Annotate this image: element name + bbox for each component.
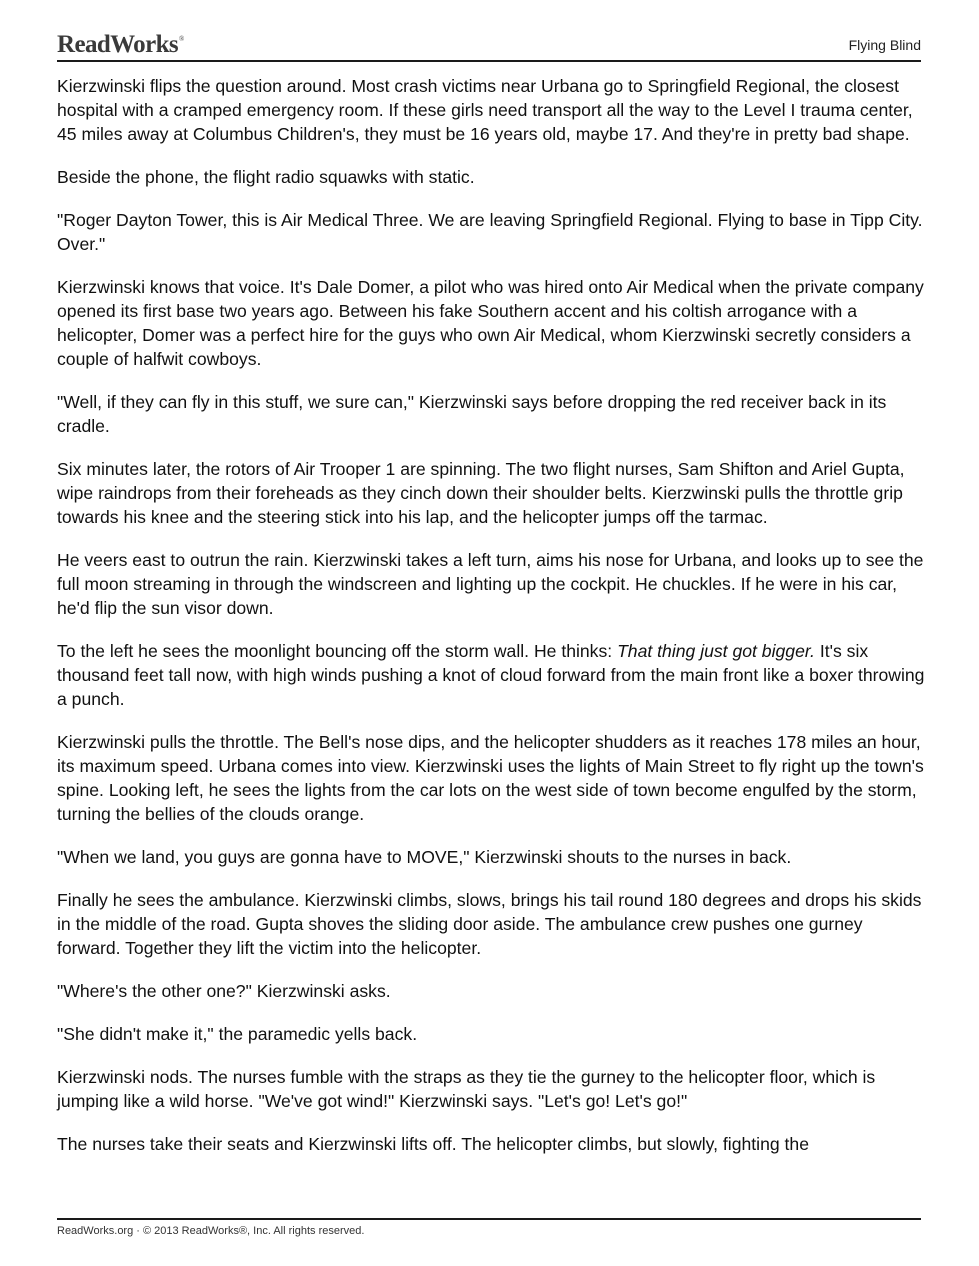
paragraph: Kierzwinski pulls the throttle. The Bell's nose dips, and the helicopter shudders as it reaches 178 miles an hour, its maximum speed. Urbana comes into view. Kierzwinski uses the lights of Main Street to fly right up the town's spine. Looking left, he sees the lights from the car lots on the west side of town become engulfed by the storm, turning the bellies of the clouds orange.	[57, 732, 924, 824]
paragraph	[57, 639, 925, 711]
story-body	[57, 74, 925, 1175]
paragraph: Kierzwinski nods. The nurses fumble with the straps as they tie the gurney to the helicopter floor, which is jumping like a wild horse. "We've got wind!" Kierzwinski says. "Let's go! Let's go!"	[57, 1067, 876, 1111]
document-title: Flying Blind	[848, 37, 921, 53]
paragraph: He veers east to outrun the rain. Kierzwinski takes a left turn, aims his nose for Urbana, and looks up to see the full moon streaming in through the windscreen and lighting up the cockpit. He chuckles. If he were in his car, he'd flip the sun visor down.	[57, 550, 924, 618]
paragraph: Finally he sees the ambulance. Kierzwinski climbs, slows, brings his tail round 180 degrees and drops his skids in the middle of the road. Gupta shoves the sliding door aside. The ambulance crew pushes one gurney forward. Together they lift the victim into the helicopter.	[57, 890, 922, 958]
registered-mark: ®	[179, 35, 184, 43]
paragraph-text: It's six thousand feet tall now, with high winds pushing a knot of cloud forward from the main front like a boxer throwing a punch.	[57, 641, 925, 709]
copyright-footer: ReadWorks.org · © 2013 ReadWorks®, Inc. All rights reserved.	[57, 1225, 365, 1237]
paragraph: Kierzwinski flips the question around. Most crash victims near Urbana go to Springfield Regional, the closest hospital with a cramped emergency room. If these girls need transport all the way to the Level I trauma center, 45 miles away at Columbus Children's, they must be 16 years old, maybe 17. And they're in pretty bad shape.	[57, 76, 913, 144]
paragraph: Six minutes later, the rotors of Air Trooper 1 are spinning. The two flight nurses, Sam Shifton and Ariel Gupta, wipe raindrops from their foreheads as they cinch down their shoulder belts. Kierzwinski pulls the throttle grip towards his knee and the steering stick into his lap, and the helicopter jumps off the tarmac.	[57, 459, 905, 527]
paragraph: Beside the phone, the flight radio squawks with static.	[57, 167, 475, 187]
document-page	[57, 0, 925, 1266]
paragraph: "Where's the other one?" Kierzwinski asks.	[57, 981, 391, 1001]
paragraph: The nurses take their seats and Kierzwinski lifts off. The helicopter climbs, but slowly, fighting the	[57, 1134, 809, 1154]
paragraph-text: To the left he sees the moonlight bouncing off the storm wall. He thinks:	[57, 641, 618, 661]
paragraph: "Roger Dayton Tower, this is Air Medical Three. We are leaving Springfield Regional. Flying to base in Tipp City. Over."	[57, 210, 923, 254]
paragraph: "She didn't make it," the paramedic yells back.	[57, 1024, 418, 1044]
readworks-logo	[57, 31, 184, 64]
logo-text: ReadWorks	[57, 31, 179, 58]
paragraph: "Well, if they can fly in this stuff, we sure can," Kierzwinski says before dropping the red receiver back in its cradle.	[57, 392, 887, 436]
page-header	[57, 30, 921, 62]
italic-thought: That thing just got bigger.	[617, 641, 815, 661]
paragraph: Kierzwinski knows that voice. It's Dale Domer, a pilot who was hired onto Air Medical when the private company opened its first base two years ago. Between his fake Southern accent and his coltish arrogance with a helicopter, Domer was a perfect hire for the guys who own Air Medical, whom Kierzwinski secretly considers a couple of halfwit cowboys.	[57, 277, 924, 369]
paragraph: "When we land, you guys are gonna have to MOVE," Kierzwinski shouts to the nurses in back.	[57, 847, 792, 867]
footer-divider	[57, 1218, 921, 1220]
